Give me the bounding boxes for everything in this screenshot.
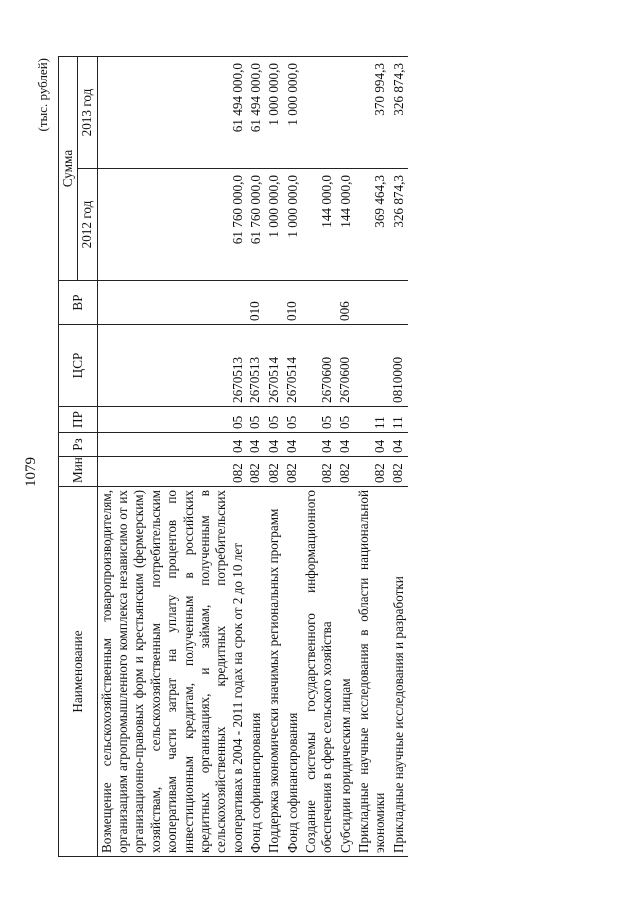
row-min: 082 xyxy=(355,457,390,487)
row-2012: 1 000 000,0 xyxy=(284,169,302,281)
row-pr: 05 xyxy=(247,407,265,433)
header-name: Наименование xyxy=(59,487,98,857)
row-min: 082 xyxy=(390,457,408,487)
row-name: Субсидии юридическим лицам xyxy=(337,487,355,857)
table-row xyxy=(265,57,283,857)
row-2013: 326 874,3 xyxy=(390,57,408,169)
row-pr: 05 xyxy=(337,407,355,433)
row-vr xyxy=(302,281,337,325)
row-csr: 2670513 xyxy=(97,325,247,407)
row-min: 082 xyxy=(302,457,337,487)
row-vr xyxy=(355,281,390,325)
row-2012: 326 874,3 xyxy=(390,169,408,281)
header-csr: ЦСР xyxy=(59,325,98,407)
row-csr: 2670514 xyxy=(284,325,302,407)
row-csr: 2670600 xyxy=(302,325,337,407)
row-name: Поддержка экономически значимых региональных программ xyxy=(265,487,283,857)
row-vr: 010 xyxy=(247,281,265,325)
row-2013 xyxy=(302,57,337,169)
row-rz: 04 xyxy=(284,433,302,457)
row-vr xyxy=(265,281,283,325)
row-2013: 370 994,3 xyxy=(355,57,390,169)
row-2012: 369 464,3 xyxy=(355,169,390,281)
row-min: 082 xyxy=(284,457,302,487)
row-pr: 05 xyxy=(284,407,302,433)
row-2013: 1 000 000,0 xyxy=(265,57,283,169)
table-row xyxy=(337,57,355,857)
row-name: Создание системы государственного информационного обеспечения в сфере сельского хозяйства xyxy=(302,487,337,857)
row-vr: 006 xyxy=(337,281,355,325)
header-sum: Сумма xyxy=(59,57,78,281)
row-csr: 2670513 xyxy=(247,325,265,407)
table-row xyxy=(302,57,337,857)
row-2012: 1 000 000,0 xyxy=(265,169,283,281)
table-row xyxy=(284,57,302,857)
page-number: 1079 xyxy=(23,457,39,487)
row-csr: 0810000 xyxy=(390,325,408,407)
header-vr: ВР xyxy=(59,281,98,325)
row-rz: 04 xyxy=(390,433,408,457)
header-2013: 2013 год xyxy=(78,57,97,169)
header-pr: ПР xyxy=(59,407,98,433)
row-min: 082 xyxy=(337,457,355,487)
row-rz: 04 xyxy=(302,433,337,457)
row-2012: 144 000,0 xyxy=(337,169,355,281)
row-rz: 04 xyxy=(337,433,355,457)
row-min: 082 xyxy=(247,457,265,487)
row-2013: 61 494 000,0 xyxy=(97,57,247,169)
row-rz: 04 xyxy=(265,433,283,457)
table-row xyxy=(247,57,265,857)
row-pr: 05 xyxy=(97,407,247,433)
units-label: (тыс. рублей) xyxy=(35,58,50,132)
table-row xyxy=(355,57,390,857)
row-pr: 05 xyxy=(265,407,283,433)
row-csr: 2670514 xyxy=(265,325,283,407)
row-vr: 010 xyxy=(284,281,302,325)
row-name: Прикладные научные исследования и разработки xyxy=(390,487,408,857)
row-rz: 04 xyxy=(247,433,265,457)
row-2012: 144 000,0 xyxy=(302,169,337,281)
table-row xyxy=(390,57,408,857)
row-2013 xyxy=(337,57,355,169)
row-name: Возмещение сельскохозяйственным товаропроизводителям, организациям агропромышленного комплекса независимо от их организационно-правовых форм и крестьянским (фермерским) хозяйствам, сельскохозяйственным потребительским кооперативам части затрат на уплату процентов по инвестиционным кредитам, полученным в российских кредитных организациях, и займам, полученным в сельскохозяйственных кредитных потребительских кооперативах в 2004 - 2011 годах на срок от 2 до 10 лет xyxy=(97,487,247,857)
row-min: 082 xyxy=(265,457,283,487)
row-pr: 11 xyxy=(390,407,408,433)
header-rz: Рз xyxy=(59,433,98,457)
row-vr xyxy=(390,281,408,325)
row-rz: 04 xyxy=(97,433,247,457)
row-name: Фонд софинансирования xyxy=(284,487,302,857)
budget-table xyxy=(58,56,408,857)
row-csr: 2670600 xyxy=(337,325,355,407)
row-csr xyxy=(355,325,390,407)
row-pr: 05 xyxy=(302,407,337,433)
row-rz: 04 xyxy=(355,433,390,457)
row-2013: 1 000 000,0 xyxy=(284,57,302,169)
row-vr xyxy=(97,281,247,325)
row-2013: 61 494 000,0 xyxy=(247,57,265,169)
header-2012: 2012 год xyxy=(78,169,97,281)
row-name: Фонд софинансирования xyxy=(247,487,265,857)
row-name: Прикладные научные исследования в области национальной экономики xyxy=(355,487,390,857)
row-min: 082 xyxy=(97,457,247,487)
header-min: Мин xyxy=(59,457,98,487)
row-2012: 61 760 000,0 xyxy=(247,169,265,281)
row-pr: 11 xyxy=(355,407,390,433)
table-row xyxy=(97,57,247,857)
row-2012: 61 760 000,0 xyxy=(97,169,247,281)
